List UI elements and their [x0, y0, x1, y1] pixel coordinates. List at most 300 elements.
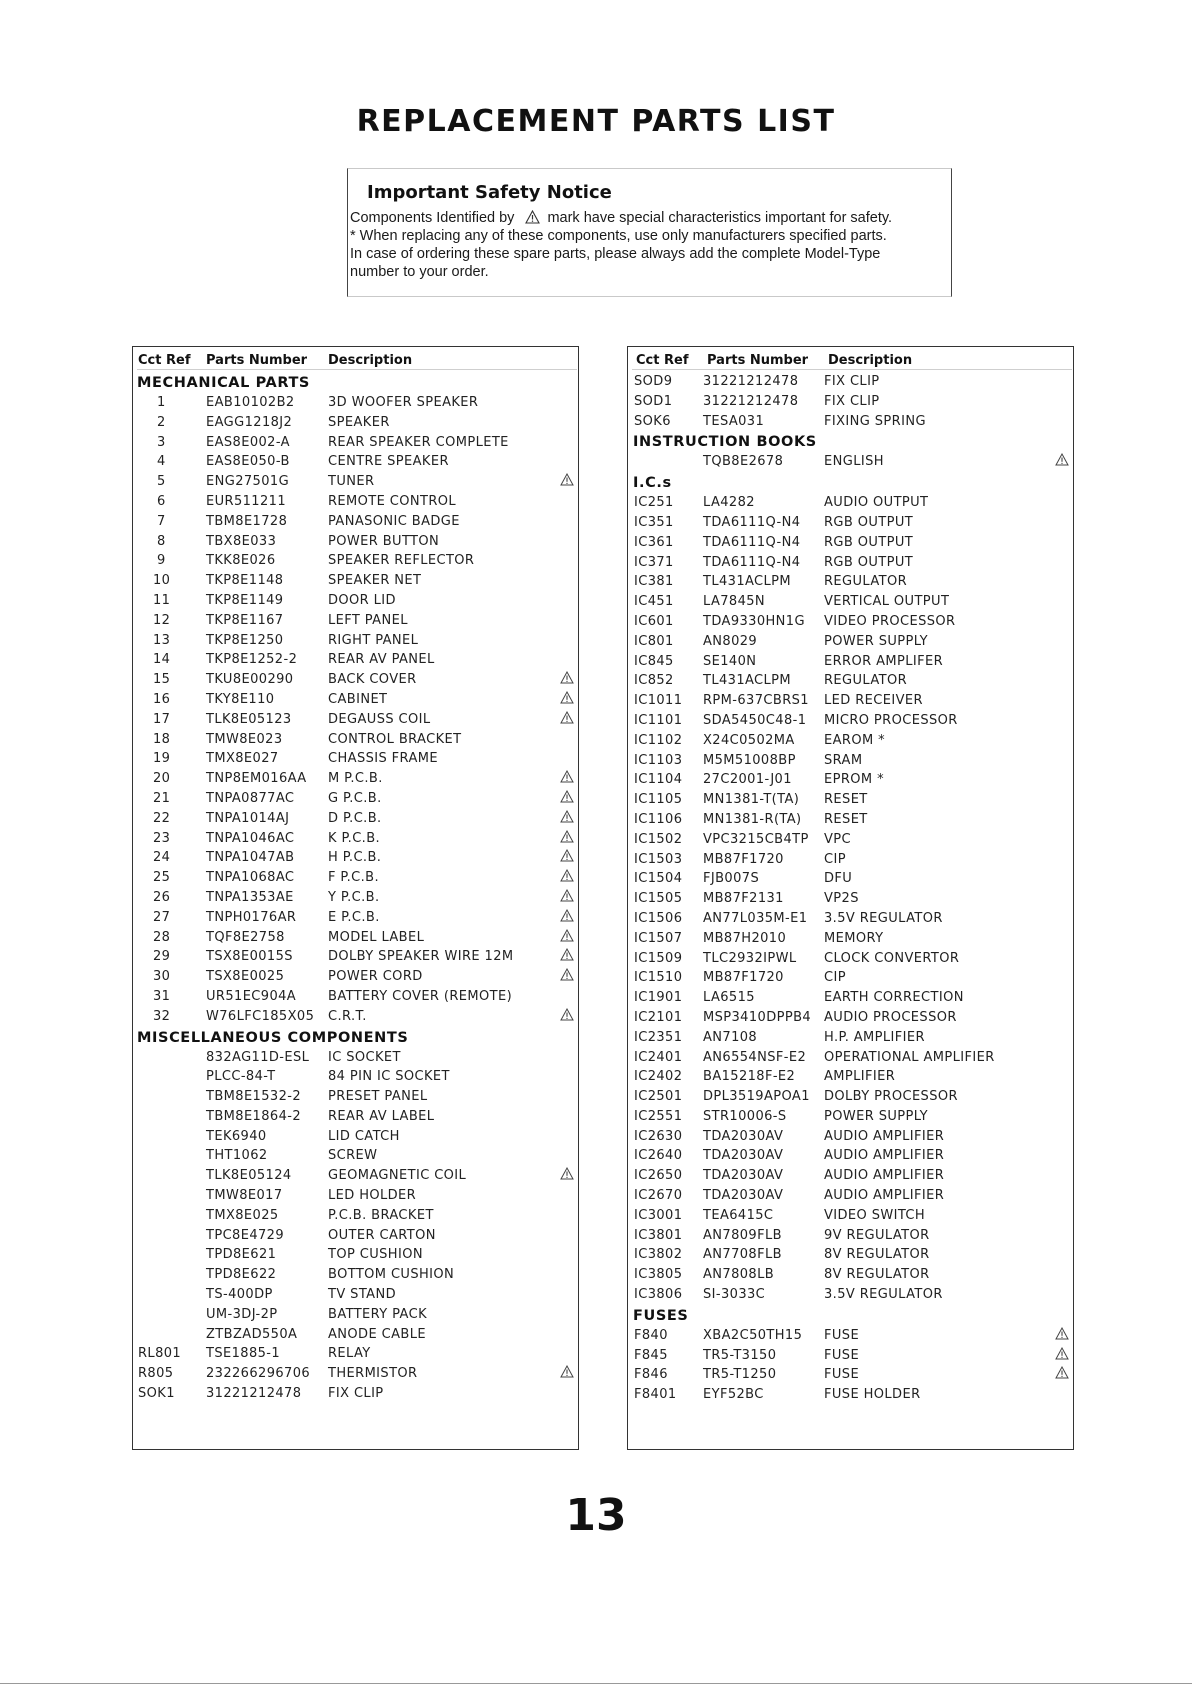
- cct-ref: IC1504: [634, 871, 683, 887]
- cct-ref: IC3001: [634, 1207, 683, 1223]
- cct-ref: 27: [153, 909, 171, 925]
- part-number: EUR511211: [206, 493, 286, 509]
- part-number: EAS8E002-A: [206, 434, 290, 450]
- cct-ref: IC351: [634, 514, 674, 530]
- warning-triangle-icon: [560, 671, 574, 684]
- part-number: 232266296706: [206, 1366, 311, 1382]
- part-number: TEK6940: [206, 1128, 267, 1144]
- warning-triangle-icon: [560, 770, 574, 783]
- part-row: [628, 610, 1073, 630]
- part-number: TDA2030AV: [703, 1168, 784, 1184]
- part-number: TBM8E1532-2: [206, 1089, 302, 1105]
- part-row: [133, 1005, 578, 1025]
- part-description: REAR AV LABEL: [328, 1108, 435, 1124]
- part-description: CABINET: [328, 691, 388, 707]
- section-heading: [133, 1025, 578, 1046]
- part-number: TDA6111Q-N4: [703, 514, 801, 530]
- part-row: [628, 927, 1073, 947]
- warning-triangle-icon: [560, 1008, 574, 1021]
- part-description: Y P.C.B.: [328, 889, 380, 905]
- part-description: AUDIO PROCESSOR: [824, 1009, 957, 1025]
- safety-notice-line: * When replacing any of these components, use only manufacturers specified parts.: [350, 228, 887, 244]
- part-row: [133, 609, 578, 629]
- part-description: LED RECEIVER: [824, 693, 923, 709]
- warning-triangle-icon: [560, 1167, 574, 1180]
- part-number: TKP8E1167: [206, 612, 284, 628]
- warning-triangle-icon: [1055, 1347, 1069, 1360]
- part-row: [628, 669, 1073, 689]
- part-description: AUDIO AMPLIFIER: [824, 1168, 945, 1184]
- part-row: [628, 788, 1073, 808]
- part-description: SCREW: [328, 1148, 378, 1164]
- part-description: REAR SPEAKER COMPLETE: [328, 434, 509, 450]
- cct-ref: SOD9: [634, 374, 673, 389]
- part-description: D P.C.B.: [328, 810, 382, 826]
- part-description: MODEL LABEL: [328, 929, 425, 945]
- cct-ref: 16: [153, 691, 171, 707]
- part-row: [133, 866, 578, 886]
- part-row: [133, 886, 578, 906]
- warning-triangle-icon: [560, 968, 574, 981]
- part-row: [133, 1243, 578, 1263]
- cct-ref: IC2402: [634, 1069, 683, 1085]
- cct-ref: IC2640: [634, 1148, 683, 1164]
- part-number: TKY8E110: [206, 691, 275, 707]
- part-number: ENG27501G: [206, 474, 290, 490]
- cct-ref: 29: [153, 949, 171, 965]
- part-description: CONTROL BRACKET: [328, 731, 462, 747]
- part-description: POWER SUPPLY: [824, 1108, 929, 1124]
- part-row: [133, 1125, 578, 1145]
- part-description: LID CATCH: [328, 1128, 400, 1144]
- cct-ref: RL801: [138, 1346, 182, 1362]
- part-description: REGULATOR: [824, 673, 908, 689]
- cct-ref: SOD1: [634, 393, 673, 409]
- warning-triangle-icon: [525, 210, 540, 224]
- warning-triangle-icon: [560, 790, 574, 803]
- part-number: TKP8E1252-2: [206, 652, 298, 668]
- part-number: EAS8E050-B: [206, 454, 290, 470]
- part-row: [133, 648, 578, 668]
- part-number: 27C2001-J01: [703, 772, 792, 788]
- cct-ref: IC3801: [634, 1227, 683, 1243]
- part-number: TR5-T3150: [703, 1347, 777, 1363]
- cct-ref: 18: [153, 731, 171, 747]
- cct-ref: IC1506: [634, 910, 683, 926]
- part-number: W76LFC185X05: [206, 1008, 315, 1024]
- cct-ref: 2: [157, 414, 166, 430]
- cct-ref: IC1101: [634, 712, 683, 728]
- part-description: OPERATIONAL AMPLIFIER: [824, 1049, 995, 1065]
- part-number: TDA9330HN1G: [703, 613, 805, 629]
- part-row: [133, 846, 578, 866]
- cct-ref: 20: [153, 771, 171, 787]
- cct-ref: 28: [153, 929, 171, 945]
- cct-ref: IC2630: [634, 1128, 683, 1144]
- part-number: MN1381-R(TA): [703, 811, 802, 827]
- part-row: [133, 1065, 578, 1085]
- part-row: [133, 1144, 578, 1164]
- part-number: MSP3410DPPB4: [703, 1009, 812, 1025]
- part-number: TPD8E622: [206, 1267, 277, 1283]
- part-row: [628, 768, 1073, 788]
- cct-ref: IC852: [634, 673, 674, 689]
- part-description: G P.C.B.: [328, 790, 382, 806]
- part-description: ERROR AMPLIFER: [824, 653, 944, 669]
- part-row: [133, 945, 578, 965]
- part-row: [628, 867, 1073, 887]
- cct-ref: IC1502: [634, 831, 683, 847]
- warning-triangle-icon: [560, 691, 574, 704]
- cct-ref: IC251: [634, 495, 674, 511]
- part-number: TKU8E00290: [206, 672, 294, 688]
- part-row: [133, 1224, 578, 1244]
- part-number: EYF52BC: [703, 1387, 764, 1403]
- part-description: 84 PIN IC SOCKET: [328, 1069, 450, 1085]
- part-row: [133, 1105, 578, 1125]
- warning-triangle-icon: [560, 909, 574, 922]
- cct-ref: 12: [153, 612, 171, 628]
- cct-ref: IC1507: [634, 930, 683, 946]
- part-description: 8V REGULATOR: [824, 1267, 930, 1283]
- part-number: TDA6111Q-N4: [703, 554, 801, 570]
- part-row: [133, 431, 578, 451]
- part-description: DFU: [824, 871, 853, 887]
- warning-triangle-icon: [560, 810, 574, 823]
- part-description: 3.5V REGULATOR: [824, 1287, 943, 1303]
- part-number: TNPA1353AE: [206, 889, 294, 905]
- part-row: [133, 1303, 578, 1323]
- part-number: EAB10102B2: [206, 395, 295, 410]
- warning-triangle-icon: [1055, 453, 1069, 466]
- part-description: FUSE: [824, 1347, 860, 1363]
- part-row: [133, 668, 578, 688]
- part-row: [628, 887, 1073, 907]
- part-description: SPEAKER REFLECTOR: [328, 553, 475, 569]
- cct-ref: IC601: [634, 613, 674, 629]
- part-number: BA15218F-E2: [703, 1069, 796, 1085]
- cct-ref: IC451: [634, 594, 674, 610]
- cct-ref: IC1509: [634, 950, 683, 966]
- part-description: REAR AV PANEL: [328, 652, 435, 668]
- part-number: TLC2932IPWL: [703, 950, 797, 966]
- part-description: VERTICAL OUTPUT: [824, 594, 950, 610]
- page-title: REPLACEMENT PARTS LIST: [356, 104, 836, 139]
- warning-triangle-icon: [1055, 1327, 1069, 1340]
- part-description: H P.C.B.: [328, 850, 382, 866]
- part-description: 8V REGULATOR: [824, 1247, 930, 1263]
- cct-ref: 9: [157, 553, 166, 569]
- part-description: RESET: [824, 792, 868, 808]
- part-description: AUDIO AMPLIFIER: [824, 1148, 945, 1164]
- part-row: [133, 985, 578, 1005]
- part-number: TNPA0877AC: [206, 790, 295, 806]
- part-number: TSX8E0015S: [206, 949, 293, 965]
- part-number: TPC8E4729: [206, 1227, 285, 1243]
- part-row: [628, 689, 1073, 709]
- part-number: EAGG1218J2: [206, 414, 293, 430]
- cct-ref: 4: [157, 454, 166, 470]
- part-number: TEA6415C: [703, 1207, 774, 1223]
- safety-notice-box: [347, 168, 952, 297]
- part-row: [133, 728, 578, 748]
- part-description: C.R.T.: [328, 1008, 367, 1024]
- part-number: TPD8E621: [206, 1247, 277, 1263]
- cct-ref: IC1901: [634, 990, 683, 1006]
- column-header-ref: Cct Ref: [138, 353, 191, 368]
- part-description: CIP: [824, 970, 846, 986]
- part-number: TBM8E1864-2: [206, 1108, 302, 1124]
- column-header-ref: Cct Ref: [636, 353, 689, 368]
- cct-ref: 26: [153, 889, 171, 905]
- part-row: [133, 1382, 578, 1402]
- part-description: VIDEO PROCESSOR: [824, 613, 956, 629]
- part-row: [133, 1164, 578, 1184]
- cct-ref: IC2551: [634, 1108, 683, 1124]
- part-number: 31221212478: [703, 374, 799, 389]
- section-title: MECHANICAL PARTS: [137, 375, 310, 391]
- warning-triangle-icon: [560, 1365, 574, 1378]
- part-row: [133, 391, 578, 411]
- part-row: [133, 787, 578, 807]
- warning-triangle-icon: [560, 711, 574, 724]
- cct-ref: IC371: [634, 554, 674, 570]
- part-number: M5M51008BP: [703, 752, 796, 768]
- part-description: RGB OUTPUT: [824, 534, 914, 550]
- part-description: DOLBY SPEAKER WIRE 12M: [328, 949, 514, 965]
- part-row: [628, 1065, 1073, 1085]
- part-row: [133, 827, 578, 847]
- part-row: [628, 986, 1073, 1006]
- part-description: VP2S: [824, 891, 859, 907]
- part-row: [628, 1184, 1073, 1204]
- part-number: TDA2030AV: [703, 1128, 784, 1144]
- cct-ref: IC3802: [634, 1247, 683, 1263]
- part-row: [628, 1046, 1073, 1066]
- part-number: SE140N: [703, 653, 757, 669]
- part-description: FUSE: [824, 1367, 860, 1383]
- cct-ref: IC2501: [634, 1089, 683, 1105]
- part-description: REGULATOR: [824, 574, 908, 590]
- part-row: [628, 1344, 1073, 1364]
- part-number: LA6515: [703, 990, 755, 1006]
- part-row: [133, 569, 578, 589]
- part-number: TMW8E023: [206, 731, 283, 747]
- part-number: TLK8E05124: [206, 1168, 292, 1184]
- part-description: ANODE CABLE: [328, 1326, 426, 1342]
- cct-ref: F846: [634, 1367, 668, 1383]
- part-number: TDA2030AV: [703, 1188, 784, 1204]
- part-description: REMOTE CONTROL: [328, 493, 457, 509]
- cct-ref: IC3806: [634, 1287, 683, 1303]
- part-row: [133, 490, 578, 510]
- cct-ref: IC2101: [634, 1009, 683, 1025]
- part-row: [628, 848, 1073, 868]
- part-number: DPL3519APOA1: [703, 1089, 810, 1105]
- cct-ref: 8: [157, 533, 166, 549]
- part-row: [628, 1363, 1073, 1383]
- section-title: INSTRUCTION BOOKS: [633, 434, 817, 451]
- part-number: TKP8E1250: [206, 632, 284, 648]
- part-number: LA4282: [703, 495, 755, 511]
- part-row: [628, 1006, 1073, 1026]
- part-number: X24C0502MA: [703, 732, 795, 748]
- cct-ref: R805: [138, 1366, 174, 1382]
- cct-ref: 14: [153, 652, 171, 668]
- part-description: FUSE: [824, 1327, 860, 1343]
- part-number: SI-3033C: [703, 1287, 766, 1303]
- part-number: TKP8E1148: [206, 573, 284, 589]
- part-description: FIX CLIP: [328, 1386, 384, 1402]
- cct-ref: 15: [153, 672, 171, 688]
- part-row: [628, 370, 1073, 390]
- section-heading: [628, 470, 1073, 491]
- warning-triangle-icon: [560, 473, 574, 486]
- part-number: 31221212478: [703, 393, 799, 409]
- part-number: TESA031: [703, 413, 765, 429]
- safety-notice-line: number to your order.: [350, 264, 489, 280]
- cct-ref: 30: [153, 969, 171, 985]
- warning-triangle-icon: [560, 849, 574, 862]
- part-row: [628, 1324, 1073, 1344]
- part-description: POWER SUPPLY: [824, 633, 929, 649]
- part-row: [133, 965, 578, 985]
- part-row: [628, 630, 1073, 650]
- part-number: TS-400DP: [206, 1287, 273, 1303]
- cct-ref: IC381: [634, 574, 674, 590]
- part-row: [133, 510, 578, 530]
- cct-ref: IC1510: [634, 970, 683, 986]
- safety-notice-title: Important Safety Notice: [367, 182, 612, 203]
- cct-ref: 1: [157, 395, 166, 410]
- cct-ref: 31: [153, 988, 171, 1004]
- part-number: VPC3215CB4TP: [703, 831, 809, 847]
- part-number: TMX8E025: [206, 1207, 279, 1223]
- part-number: TNP8EM016AA: [206, 771, 307, 787]
- part-description: PRESET PANEL: [328, 1089, 428, 1105]
- part-number: TSX8E0025: [206, 969, 285, 985]
- part-row: [133, 530, 578, 550]
- section-title: FUSES: [633, 1307, 689, 1324]
- page-number: 13: [565, 1490, 627, 1541]
- part-description: 3.5V REGULATOR: [824, 910, 943, 926]
- part-number: STR10006-S: [703, 1108, 787, 1124]
- part-description: EARTH CORRECTION: [824, 990, 964, 1006]
- section-heading: [133, 370, 578, 391]
- cct-ref: IC845: [634, 653, 674, 669]
- part-row: [133, 1342, 578, 1362]
- part-number: TQB8E2678: [703, 454, 784, 470]
- cct-ref: 32: [153, 1008, 171, 1024]
- part-row: [133, 589, 578, 609]
- part-description: 3D WOOFER SPEAKER: [328, 395, 479, 410]
- part-description: RGB OUTPUT: [824, 514, 914, 530]
- cct-ref: 25: [153, 870, 171, 886]
- part-row: [133, 1323, 578, 1343]
- part-description: AUDIO AMPLIFIER: [824, 1128, 945, 1144]
- parts-table-right: [627, 346, 1074, 1450]
- part-row: [628, 1383, 1073, 1403]
- part-description: CENTRE SPEAKER: [328, 454, 449, 470]
- part-description: BATTERY PACK: [328, 1306, 428, 1322]
- column-header-part: Parts Number: [707, 353, 809, 368]
- part-number: TKP8E1149: [206, 592, 284, 608]
- part-number: AN8029: [703, 633, 758, 649]
- part-description: AUDIO OUTPUT: [824, 495, 929, 511]
- part-description: FIX CLIP: [824, 374, 880, 389]
- part-description: GEOMAGNETIC COIL: [328, 1168, 467, 1184]
- cct-ref: IC1106: [634, 811, 683, 827]
- part-description: POWER CORD: [328, 969, 423, 985]
- cct-ref: 3: [157, 434, 166, 450]
- part-row: [133, 906, 578, 926]
- cct-ref: IC801: [634, 633, 674, 649]
- part-row: [628, 491, 1073, 511]
- part-row: [628, 390, 1073, 410]
- part-row: [133, 708, 578, 728]
- safety-notice-text-after: mark have special characteristics important for safety.: [547, 210, 893, 226]
- cct-ref: 23: [153, 830, 171, 846]
- cct-ref: F845: [634, 1347, 668, 1363]
- part-number: TQF8E2758: [206, 929, 285, 945]
- part-description: BACK COVER: [328, 672, 417, 688]
- part-description: MICRO PROCESSOR: [824, 712, 958, 728]
- part-number: 832AG11D-ESL: [206, 1049, 310, 1065]
- cct-ref: IC2401: [634, 1049, 683, 1065]
- part-description: RELAY: [328, 1346, 371, 1362]
- part-description: OUTER CARTON: [328, 1227, 436, 1243]
- warning-triangle-icon: [560, 869, 574, 882]
- part-description: F P.C.B.: [328, 870, 380, 886]
- part-number: AN7108: [703, 1029, 758, 1045]
- part-row: [628, 729, 1073, 749]
- part-number: MB87F1720: [703, 851, 784, 867]
- part-number: UM-3DJ-2P: [206, 1306, 278, 1322]
- part-description: TV STAND: [328, 1287, 396, 1303]
- part-row: [628, 450, 1073, 470]
- part-row: [133, 807, 578, 827]
- part-number: XBA2C50TH15: [703, 1327, 803, 1343]
- part-number: TDA2030AV: [703, 1148, 784, 1164]
- part-description: K P.C.B.: [328, 830, 381, 846]
- part-description: SPEAKER: [328, 414, 390, 430]
- part-description: M P.C.B.: [328, 771, 383, 787]
- part-row: [628, 650, 1073, 670]
- part-number: AN6554NSF-E2: [703, 1049, 807, 1065]
- part-number: MB87F1720: [703, 970, 784, 986]
- part-description: EAROM *: [824, 732, 886, 748]
- parts-rows: [628, 370, 1073, 1403]
- part-description: RGB OUTPUT: [824, 554, 914, 570]
- warning-triangle-icon: [560, 948, 574, 961]
- part-description: SPEAKER NET: [328, 573, 422, 589]
- section-heading: [628, 429, 1073, 450]
- part-row: [628, 1224, 1073, 1244]
- part-row: [628, 1144, 1073, 1164]
- part-description: RIGHT PANEL: [328, 632, 419, 648]
- part-row: [628, 1026, 1073, 1046]
- part-row: [133, 926, 578, 946]
- part-number: UR51EC904A: [206, 988, 297, 1004]
- part-number: TSE1885-1: [206, 1346, 281, 1362]
- part-number: TNPA1014AJ: [206, 810, 290, 826]
- part-description: H.P. AMPLIFIER: [824, 1029, 925, 1045]
- part-description: LED HOLDER: [328, 1188, 417, 1204]
- part-row: [628, 1125, 1073, 1145]
- cct-ref: F8401: [634, 1387, 677, 1403]
- part-row: [133, 629, 578, 649]
- part-row: [628, 511, 1073, 531]
